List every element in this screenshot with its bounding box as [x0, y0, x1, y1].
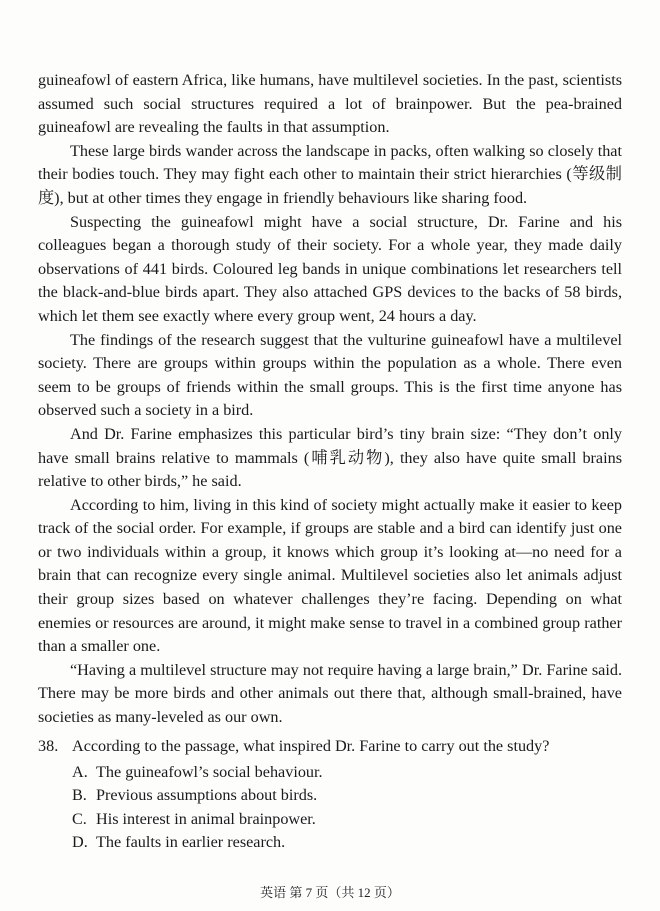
option-a[interactable] — [72, 761, 622, 785]
option-letter: C. — [72, 809, 87, 828]
option-text: The guineafowl’s social behaviour. — [96, 762, 323, 781]
option-text: The faults in earlier research. — [96, 833, 286, 852]
page-footer: 英语 第 7 页（共 12 页） — [260, 885, 400, 900]
option-b[interactable] — [72, 784, 622, 808]
passage-paragraph-4: The findings of the research suggest that the vulturine guineafowl have a multilevel society. There are groups within groups within the population as a whole. There even seem to be groups of friends within the small groups. This is the first time anyone has observed such a society in a bird. — [38, 330, 622, 420]
option-c[interactable] — [72, 808, 622, 832]
passage-paragraph-2: These large birds wander across the landscape in packs, often walking so closely that their bodies touch. They may fight each other to maintain their strict hierarchies (等级制度), but at other times they engage in friendly behaviours like sharing food. — [38, 141, 622, 207]
answer-options — [38, 761, 622, 855]
question-text: According to the passage, what inspired Dr. Farine to carry out the study? — [72, 737, 550, 755]
option-text: Previous assumptions about birds. — [96, 786, 318, 805]
passage-paragraph-7: “Having a multilevel structure may not require having a large brain,” Dr. Farine said. There may be more birds and other animals out there that, although small-brained, have societies as many-leveled as our own. — [38, 660, 622, 727]
option-text: His interest in animal brainpower. — [96, 809, 316, 828]
option-d[interactable] — [72, 831, 622, 855]
question-38 — [38, 735, 622, 855]
option-letter: D. — [72, 833, 88, 852]
option-letter: B. — [72, 786, 87, 805]
passage-paragraph-3: Suspecting the guineafowl might have a social structure, Dr. Farine and his colleagues began a thorough study of their society. For a whole year, they made daily observations of 441 birds. Coloured leg bands in unique combinations let researchers tell the black-and-blue birds apart. They also attached GPS devices to the backs of 58 birds, which let them see exactly where every group went, 24 hours a day. — [38, 212, 622, 325]
passage-paragraph-5: And Dr. Farine emphasizes this particular bird’s tiny brain size: “They don’t only have small brains relative to mammals (哺乳动物), they also have quite small brains relative to other birds,” he said. — [38, 424, 622, 491]
passage-paragraph-6: According to him, living in this kind of society might actually make it easier to keep track of the social order. For example, if groups are stable and a bird can identify just one or two individuals within a group, it knows which group it’s looking at—no need for a brain that can recognize every single animal. Multilevel societies also let animals adjust their group sizes based on whatever challenges they’re facing. Depending on what enemies or resources are around, it might make sense to travel in a combined group rather than a smaller one. — [38, 495, 622, 656]
reading-passage — [38, 69, 622, 730]
question-stem — [38, 735, 622, 759]
option-letter: A. — [72, 762, 88, 781]
passage-paragraph-1: guineafowl of eastern Africa, like humans, have multilevel societies. In the past, scientists assumed such social structures required a lot of brainpower. But the pea-brained guineafowl are revealing the faults in that assumption. — [38, 71, 622, 137]
question-number: 38. — [38, 737, 59, 755]
